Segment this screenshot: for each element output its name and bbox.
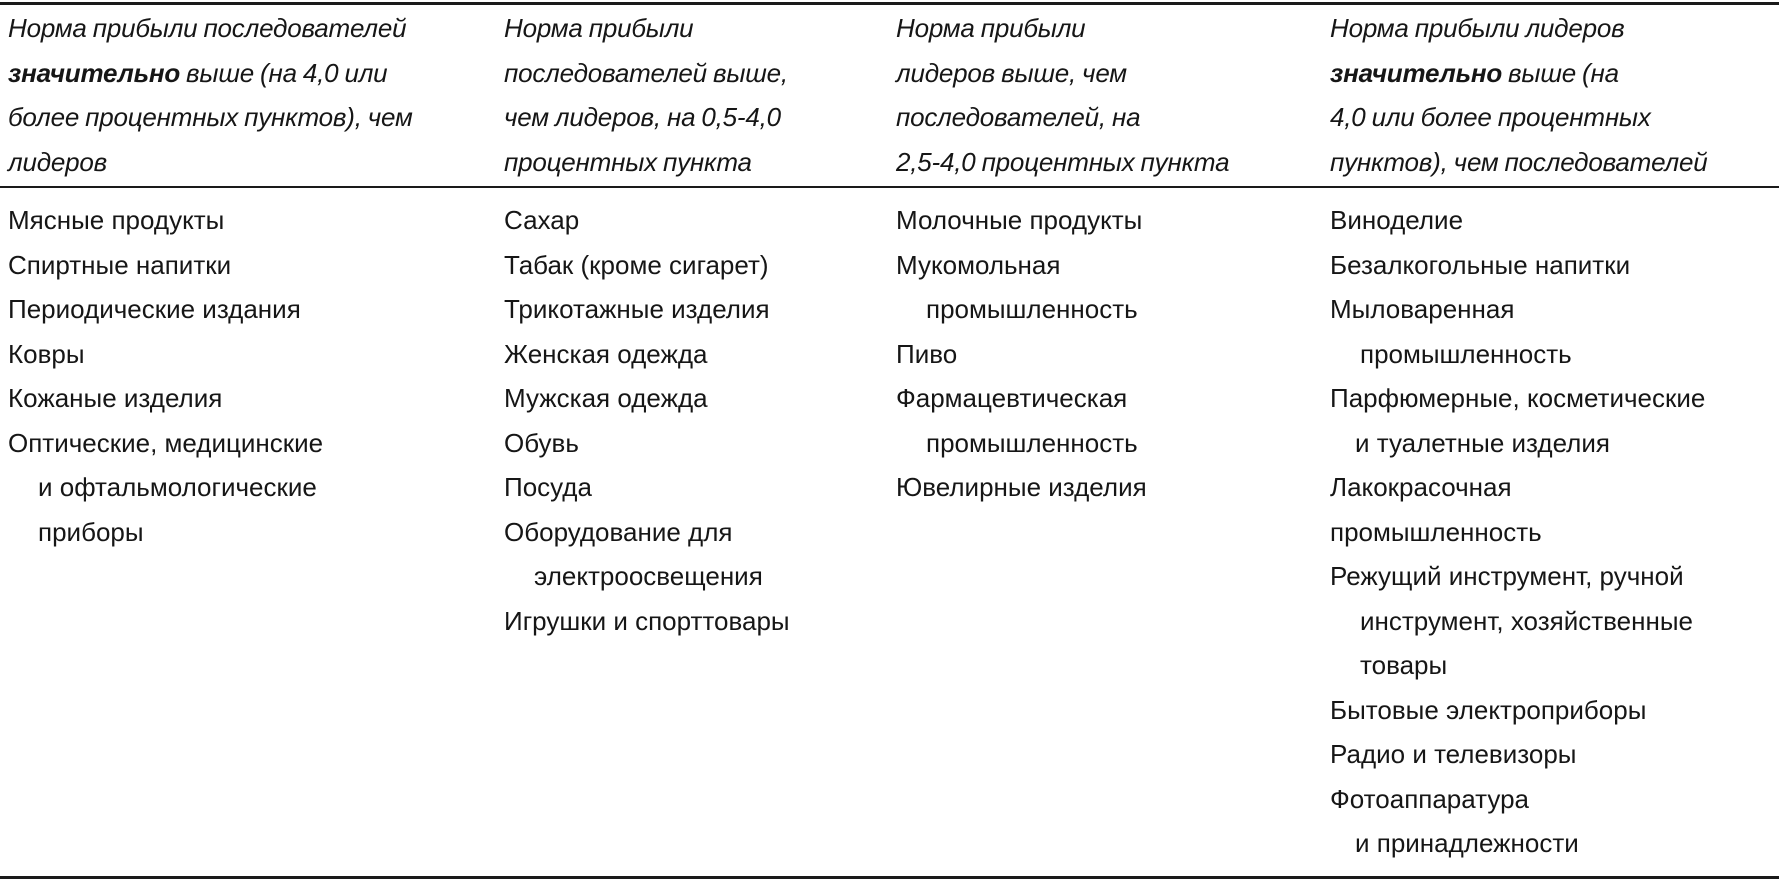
list-item xyxy=(504,198,889,243)
header-line xyxy=(1330,51,1775,96)
list-item xyxy=(504,376,889,421)
industry-name: Посуда xyxy=(504,472,592,502)
list-item xyxy=(504,510,889,599)
list-item xyxy=(504,332,889,377)
header-line: пунктов), чем последователей xyxy=(1330,146,1708,177)
industry-name: Парфюмерные, косметические xyxy=(1330,383,1706,413)
industry-name: Спиртные напитки xyxy=(8,249,232,280)
list-item xyxy=(504,243,889,288)
header-emphasis: значительно xyxy=(8,57,181,88)
industry-name: Безалкогольные напитки xyxy=(1330,249,1631,280)
industry-name: Мясные продукты xyxy=(8,205,225,235)
industry-name-continued: инструмент, хозяйственные xyxy=(1360,605,1693,636)
industry-list xyxy=(896,198,1326,510)
industry-name: Фотоаппаратура xyxy=(1330,783,1529,814)
header-line: 2,5-4,0 процентных пункта xyxy=(896,146,1230,177)
list-item xyxy=(1330,554,1775,688)
column-header xyxy=(504,6,889,184)
list-item xyxy=(1330,688,1775,733)
header-line: лидеров xyxy=(8,146,108,177)
industry-name: Пиво xyxy=(896,338,958,369)
industry-name: Табак (кроме сигарет) xyxy=(504,249,769,280)
header-line xyxy=(8,51,483,96)
header-line: 4,0 или более процентных xyxy=(1330,102,1651,132)
column-header xyxy=(8,6,483,184)
industry-name: Сахар xyxy=(504,205,580,235)
industry-name: Мукомольная xyxy=(896,249,1061,280)
list-item xyxy=(896,332,1326,377)
list-item xyxy=(8,287,483,332)
industry-name: Игрушки и спорттовары xyxy=(504,605,790,636)
industry-name: Мыловаренная xyxy=(1330,294,1515,324)
list-item xyxy=(8,243,483,288)
header-line: Норма прибыли xyxy=(504,13,694,43)
header-line: Норма прибыли лидеров xyxy=(1330,13,1625,43)
list-item xyxy=(504,287,889,332)
industry-name: Радио и телевизоры xyxy=(1330,739,1577,769)
table-top-rule xyxy=(0,2,1779,5)
table-header-rule xyxy=(0,186,1779,188)
header-line: последователей, на xyxy=(896,102,1141,132)
industry-name: Оборудование для xyxy=(504,516,733,547)
industry-name: Виноделие xyxy=(1330,205,1464,235)
industry-name: Фармацевтическая xyxy=(896,383,1128,413)
industry-name: промышленность xyxy=(1330,516,1542,547)
industry-name: Периодические издания xyxy=(8,294,301,324)
header-line: чем лидеров, на 0,5-4,0 xyxy=(504,102,781,132)
list-item xyxy=(1330,510,1775,555)
industry-name: Трикотажные изделия xyxy=(504,294,770,324)
header-line: последователей выше, xyxy=(504,57,788,88)
industry-name: Молочные продукты xyxy=(896,205,1143,235)
list-item xyxy=(1330,243,1775,288)
list-item xyxy=(504,421,889,466)
industry-name: Ковры xyxy=(8,338,85,369)
list-item xyxy=(8,198,483,243)
list-item xyxy=(896,465,1326,510)
column-header xyxy=(896,6,1326,184)
header-line: лидеров выше, чем xyxy=(896,57,1127,88)
list-item xyxy=(896,376,1326,465)
industry-name-continued: приборы xyxy=(38,516,144,547)
list-item xyxy=(1330,376,1775,465)
industry-name-continued: товары xyxy=(1360,650,1448,680)
header-line: более процентных пунктов), чем xyxy=(8,102,413,132)
industry-list xyxy=(1330,198,1775,866)
list-item xyxy=(1330,777,1775,866)
list-item xyxy=(896,243,1326,332)
header-line: Норма прибыли xyxy=(896,13,1086,43)
industry-name: Ювелирные изделия xyxy=(896,472,1147,502)
industry-list xyxy=(504,198,889,643)
header-line: Норма прибыли последователей xyxy=(8,13,407,43)
header-line: процентных пункта xyxy=(504,146,752,177)
header-emphasis: значительно xyxy=(1330,57,1503,88)
industry-name: Мужская одежда xyxy=(504,383,708,413)
industry-name: Бытовые электроприборы xyxy=(1330,694,1647,725)
list-item xyxy=(1330,287,1775,376)
industry-name-continued: и офтальмологические xyxy=(38,472,317,502)
industry-name: Лакокрасочная xyxy=(1330,472,1512,502)
list-item xyxy=(1330,198,1775,243)
list-item xyxy=(8,332,483,377)
table-bottom-rule xyxy=(0,876,1779,879)
column-header xyxy=(1330,6,1775,184)
list-item xyxy=(8,421,483,555)
industry-name-continued: электроосвещения xyxy=(534,561,763,591)
list-item xyxy=(1330,732,1775,777)
header-line-rest: выше (на 4,0 или xyxy=(180,57,388,88)
industry-name-continued: и принадлежности xyxy=(1355,828,1579,858)
industry-name: Оптические, медицинские xyxy=(8,427,324,458)
industry-name: Режущий инструмент, ручной xyxy=(1330,561,1684,591)
list-item xyxy=(896,198,1326,243)
header-line-rest: выше (на xyxy=(1502,57,1619,88)
industry-name: Кожаные изделия xyxy=(8,383,223,413)
industry-name: Обувь xyxy=(504,427,579,458)
list-item xyxy=(504,465,889,510)
industry-name-continued: промышленность xyxy=(1360,338,1572,369)
industry-name-continued: и туалетные изделия xyxy=(1355,427,1610,458)
industry-list xyxy=(8,198,483,554)
industry-name-continued: промышленность xyxy=(926,294,1138,324)
list-item xyxy=(8,376,483,421)
industry-name-continued: промышленность xyxy=(926,427,1138,458)
list-item xyxy=(1330,465,1775,510)
list-item xyxy=(504,599,889,644)
industry-name: Женская одежда xyxy=(504,338,708,369)
